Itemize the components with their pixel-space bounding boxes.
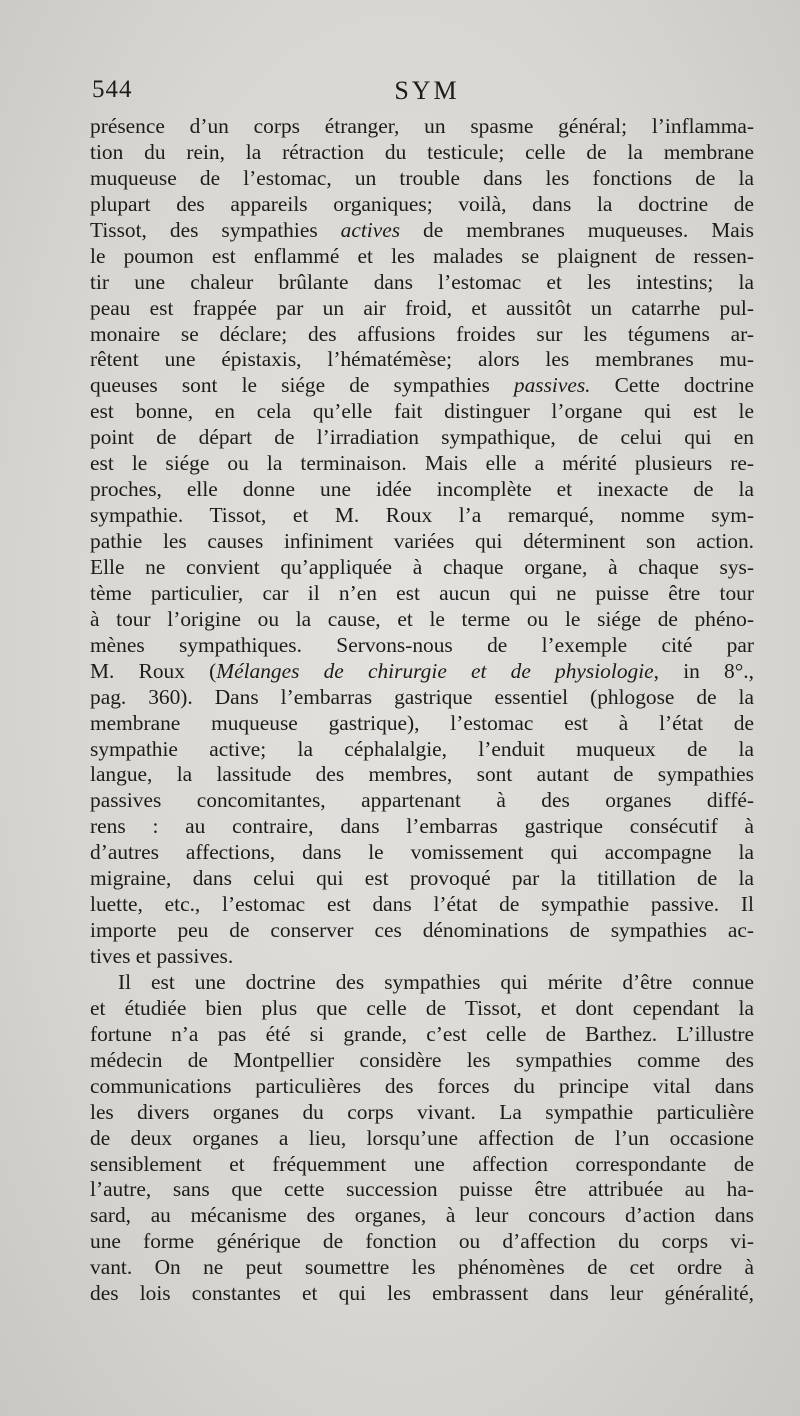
text-run: sard, au mécanisme des organes, à leur concours d’action dans [90, 1203, 754, 1228]
text-run: présence d’un corps étranger, un spasme général; l’inflamma- [90, 114, 754, 138]
text-line [90, 1203, 754, 1229]
text-run: est le siége ou la terminaison. Mais elle a mérité plusieurs re- [90, 451, 754, 476]
text-line [90, 399, 754, 425]
text-run: Cette doctrine [590, 373, 754, 398]
text-line [90, 685, 754, 711]
text-run: sensiblement et fréquemment une affection correspondante de [90, 1151, 754, 1176]
text-run: et étudiée bien plus que celle de Tissot, et dont cependant la [90, 995, 754, 1020]
text-run: des lois constantes et qui les embrassent dans leur généralité, [90, 1281, 754, 1306]
text-run: rêtent une épistaxis, l’hématémèse; alors les membranes mu- [90, 347, 754, 372]
text-line [90, 581, 754, 607]
italic-text: passives. [513, 373, 591, 398]
text-run: de deux organes a lieu, lorsqu’une affection de l’un occasione [90, 1125, 754, 1150]
text-line [90, 347, 754, 373]
text-line [90, 1255, 754, 1281]
text-run: l’autre, sans que cette succession puisse être attribuée au ha- [90, 1177, 754, 1202]
text-line [90, 1074, 754, 1100]
text-run: de membranes muqueuses. Mais [400, 217, 754, 242]
text-line [90, 1022, 754, 1048]
text-run: à tour l’origine ou la cause, et le terme ou le siége de phéno- [90, 606, 754, 631]
text-line [90, 529, 754, 555]
text-line [90, 711, 754, 737]
text-run: monaire se déclare; des affusions froides sur les tégumens ar- [90, 321, 754, 346]
text-line [90, 1126, 754, 1152]
text-run: est bonne, en cela qu’elle fait distinguer l’organe qui est le [90, 399, 754, 424]
text-line [90, 1281, 754, 1307]
text-run: queuses sont le siége de sympathies [90, 373, 514, 398]
text-line [90, 218, 754, 244]
text-line [90, 1100, 754, 1126]
text-run: le poumon est enflammé et les malades se plaignent de ressen- [90, 243, 754, 268]
text-line [90, 970, 754, 996]
text-line [90, 555, 754, 581]
text-line [90, 788, 754, 814]
text-run: sympathie active; la céphalalgie, l’enduit muqueux de la [90, 736, 754, 761]
text-run: vant. On ne peut soumettre les phénomènes de cet ordre à [90, 1255, 754, 1280]
text-run: mènes sympathiques. Servons-nous de l’exemple cité par [90, 632, 754, 657]
text-line [90, 1152, 754, 1178]
text-line [90, 166, 754, 192]
text-run: les divers organes du corps vivant. La sympathie particulière [90, 1099, 754, 1124]
text-run: Tissot, des sympathies [90, 217, 341, 242]
text-line [90, 192, 754, 218]
text-line [90, 607, 754, 633]
text-line [90, 373, 754, 399]
text-run: fortune n’a pas été si grande, c’est celle de Barthez. L’illustre [90, 1021, 754, 1046]
text-run: importe peu de conserver ces dénominations de sympathies ac- [90, 918, 754, 943]
text-run: passives concomitantes, appartenant à des organes diffé- [90, 788, 754, 813]
text-line [90, 814, 754, 840]
page-header [92, 76, 762, 112]
text-line [90, 140, 754, 166]
text-line [90, 737, 754, 763]
text-run: d’autres affections, dans le vomissement qui accompagne la [90, 840, 754, 865]
text-line [90, 840, 754, 866]
text-line [90, 892, 754, 918]
text-run: M. Roux ( [90, 658, 217, 683]
text-line [90, 503, 754, 529]
italic-text: actives [340, 217, 401, 242]
text-line [90, 451, 754, 477]
text-line [90, 322, 754, 348]
text-run: peau est frappée par un air froid, et aussitôt un catarrhe pul- [90, 295, 754, 320]
text-run: Il est une doctrine des sympathies qui mérite d’être connue [118, 969, 754, 994]
text-line [90, 296, 754, 322]
text-line [90, 114, 754, 140]
text-line [90, 1177, 754, 1203]
text-run: pathie les causes infiniment variées qui déterminent son action. [90, 529, 754, 553]
text-line [90, 996, 754, 1022]
running-head: SYM [394, 76, 460, 105]
text-run: migraine, dans celui qui est provoqué par la titillation de la [90, 866, 754, 891]
text-run: rens : au contraire, dans l’embarras gastrique consécutif à [90, 814, 754, 839]
text-line [90, 866, 754, 892]
text-line [90, 762, 754, 788]
text-run: communications particulières des forces du principe vital dans [90, 1073, 754, 1098]
text-run: membrane muqueuse gastrique), l’estomac est à l’état de [90, 710, 754, 735]
text-line [90, 944, 754, 970]
text-run: tion du rein, la rétraction du testicule; celle de la membrane [90, 139, 754, 164]
page-number: 544 [92, 76, 133, 103]
text-run: , in 8°., [653, 658, 754, 683]
text-run: pag. 360). Dans l’embarras gastrique essentiel (phlogose de la [90, 684, 754, 709]
text-line [90, 244, 754, 270]
text-line [90, 1048, 754, 1074]
text-run: tir une chaleur brûlante dans l’estomac et les intestins; la [90, 269, 754, 294]
text-run: tème particulier, car il n’en est aucun qui ne puisse être tour [90, 580, 754, 605]
text-line [90, 918, 754, 944]
text-line [90, 659, 754, 685]
text-run: plupart des appareils organiques; voilà, dans la doctrine de [90, 191, 754, 216]
text-run: luette, etc., l’estomac est dans l’état de sympathie passive. Il [90, 892, 754, 917]
text-line [90, 633, 754, 659]
text-run: Elle ne convient qu’appliquée à chaque organe, à chaque sys- [90, 554, 754, 579]
text-run: une forme générique de fonction ou d’affection du corps vi- [90, 1229, 754, 1254]
text-run: langue, la lassitude des membres, sont autant de sympathies [90, 762, 754, 787]
text-run: médecin de Montpellier considère les sympathies comme des [90, 1047, 754, 1072]
text-line [90, 270, 754, 296]
text-line [90, 477, 754, 503]
text-line [90, 425, 754, 451]
text-run: sympathie. Tissot, et M. Roux l’a remarqué, nomme sym- [90, 503, 754, 528]
text-run: muqueuse de l’estomac, un trouble dans les fonctions de la [90, 165, 754, 190]
text-run: proches, elle donne une idée incomplète et inexacte de la [90, 477, 754, 502]
text-run: tives et passives. [90, 944, 234, 968]
italic-text: Mélanges de chirurgie et de physiologie [216, 658, 654, 683]
body-text [90, 114, 754, 1307]
text-run: point de départ de l’irradiation sympathique, de celui qui en [90, 425, 754, 450]
text-line [90, 1229, 754, 1255]
